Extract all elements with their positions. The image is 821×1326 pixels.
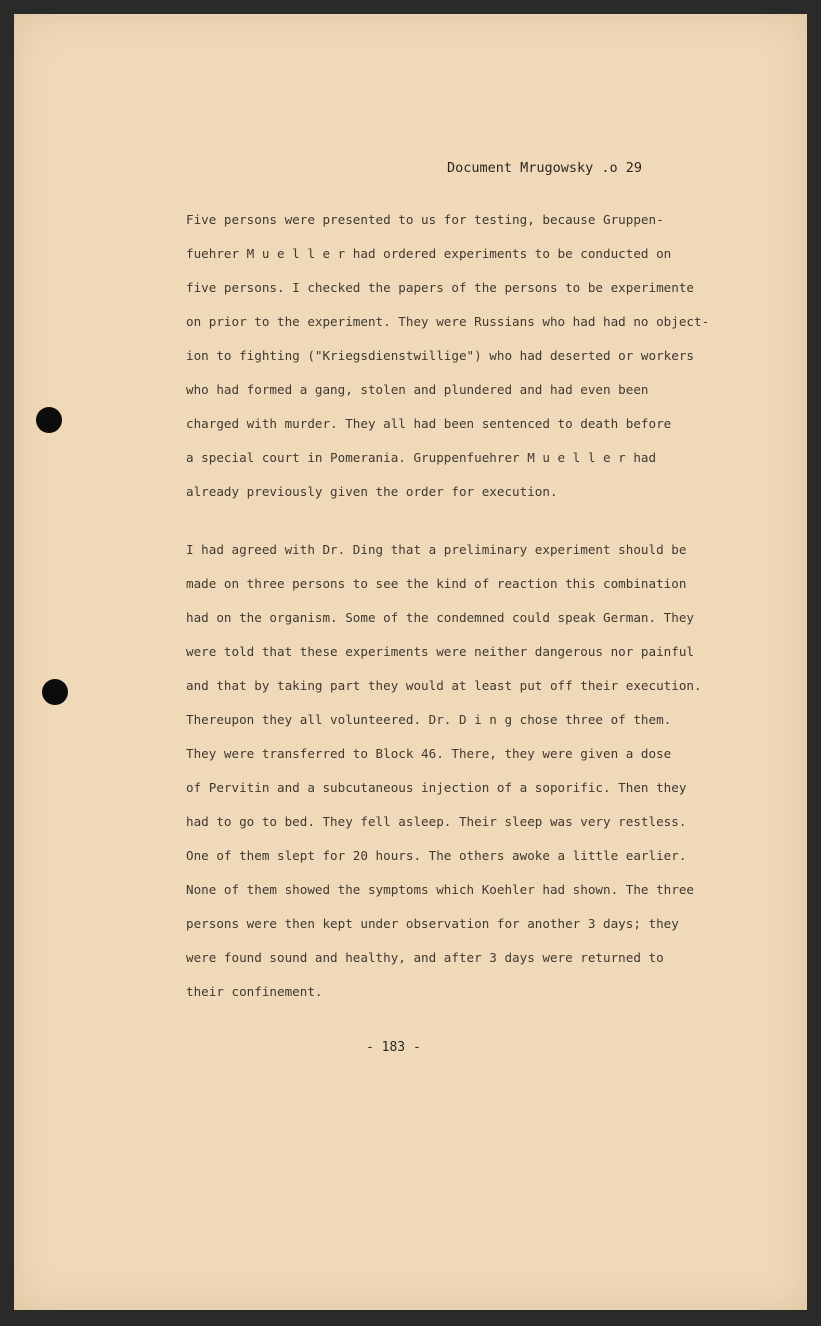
text-line: None of them showed the symptoms which Koehler had shown. The three: [186, 882, 694, 897]
paragraph-2: [186, 533, 776, 1009]
text-line: their confinement.: [186, 984, 323, 999]
text-line: were found sound and healthy, and after 3 days were returned to: [186, 950, 664, 965]
text-line: ion to fighting ("Kriegsdienstwillige") who had deserted or workers: [186, 348, 694, 363]
text-line: Thereupon they all volunteered. Dr. D i n g chose three of them.: [186, 712, 672, 727]
document-header: Document Mrugowsky .o 29: [447, 160, 643, 176]
text-line: fuehrer M u e l l e r had ordered experiments to be conducted on: [186, 246, 672, 261]
text-line: One of them slept for 20 hours. The others awoke a little earlier.: [186, 848, 687, 863]
text-line: of Pervitin and a subcutaneous injection of a soporific. Then they: [186, 780, 687, 795]
text-line: persons were then kept under observation for another 3 days; they: [186, 916, 679, 931]
text-line: charged with murder. They all had been sentenced to death before: [186, 416, 672, 431]
text-line: five persons. I checked the papers of the persons to be experimente: [186, 280, 694, 295]
text-line: already previously given the order for execution.: [186, 484, 558, 499]
text-line: had to go to bed. They fell asleep. Their sleep was very restless.: [186, 814, 687, 829]
text-line: were told that these experiments were neither dangerous nor painful: [186, 644, 694, 659]
text-line: on prior to the experiment. They were Russians who had had no object-: [186, 314, 710, 329]
punch-hole: [36, 407, 62, 433]
paragraph-1: [186, 203, 776, 509]
text-line: made on three persons to see the kind of reaction this combination: [186, 576, 687, 591]
text-line: I had agreed with Dr. Ding that a preliminary experiment should be: [186, 542, 687, 557]
text-line: Five persons were presented to us for testing, because Gruppen-: [186, 212, 664, 227]
document-page: [14, 14, 807, 1310]
page-number: - 183 -: [366, 1040, 421, 1055]
text-line: a special court in Pomerania. Gruppenfuehrer M u e l l e r had: [186, 450, 657, 465]
punch-hole: [42, 679, 68, 705]
text-line: had on the organism. Some of the condemned could speak German. They: [186, 610, 694, 625]
text-line: and that by taking part they would at least put off their execution.: [186, 678, 702, 693]
text-line: They were transferred to Block 46. There, they were given a dose: [186, 746, 672, 761]
text-line: who had formed a gang, stolen and plundered and had even been: [186, 382, 649, 397]
